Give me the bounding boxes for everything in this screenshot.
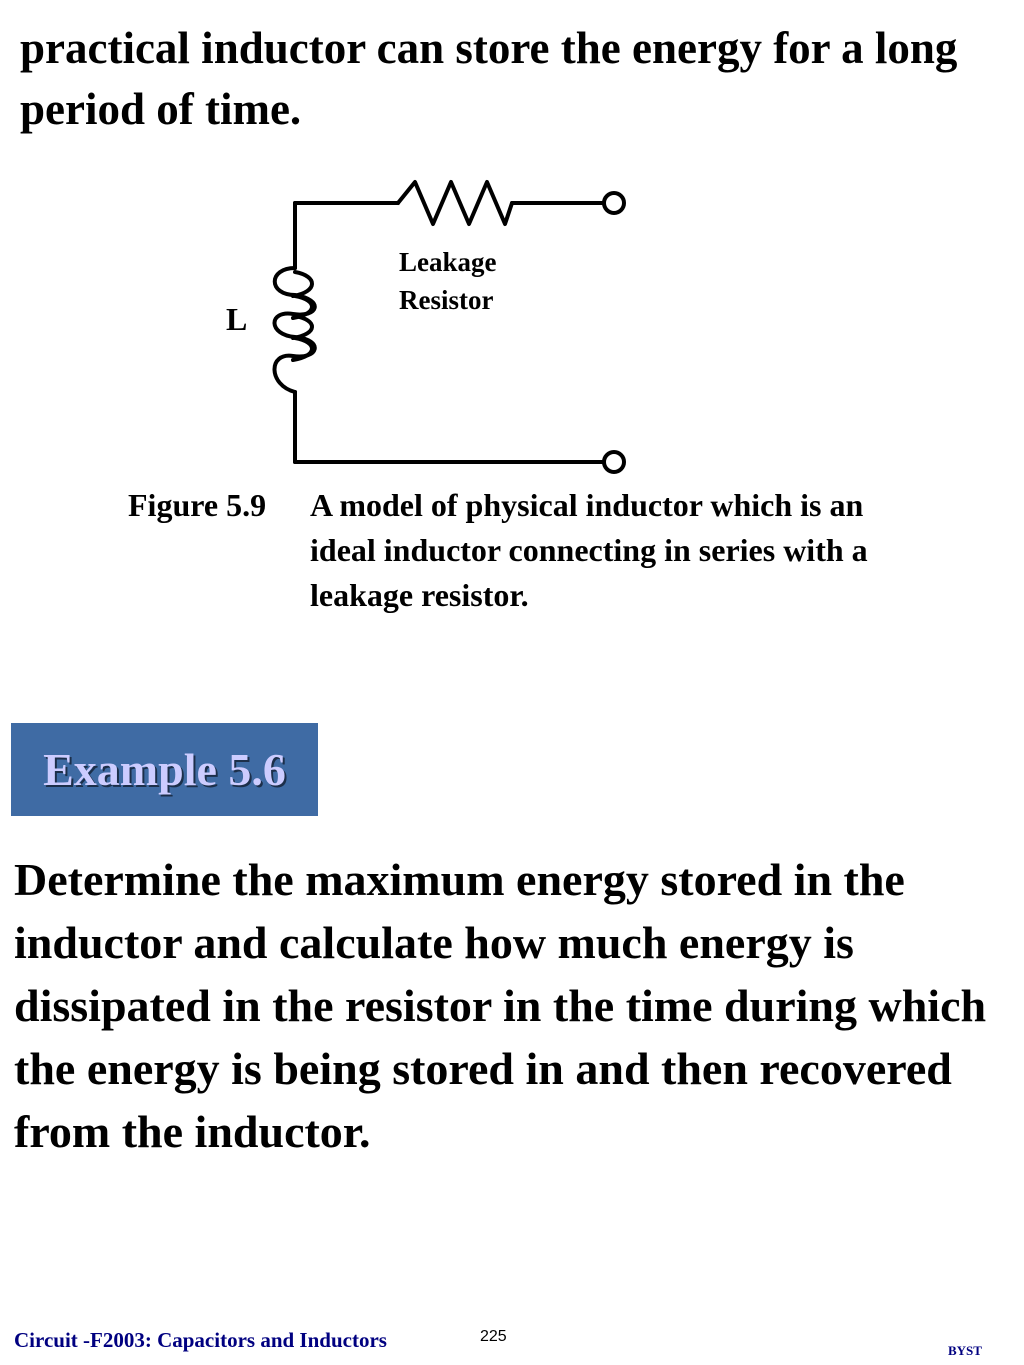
example-heading-box <box>11 723 318 816</box>
coil-turns <box>293 272 312 360</box>
top-terminal <box>604 193 624 213</box>
figure-number: Figure 5.9 <box>128 487 267 523</box>
footer-page-number: 225 <box>480 1328 507 1345</box>
footer-author: BYST <box>948 1343 982 1358</box>
example-title: Example 5.6 <box>43 744 286 795</box>
resistor-label-line2: Resistor <box>399 285 494 315</box>
inductor-label: L <box>226 301 248 337</box>
inductor-circuit-diagram <box>200 160 660 490</box>
resistor-label-line1: Leakage <box>399 247 497 277</box>
example-problem-text: Determine the maximum energy stored in the inductor and calculate how much energy is dissipated in the resistor in the time during which the energy is being stored in and then recovered from the inductor. <box>14 854 987 1157</box>
intro-paragraph: practical inductor can store the energy for a long period of time. <box>20 23 958 134</box>
leakage-resistor <box>398 182 512 224</box>
footer-course-title: Circuit -F2003: Capacitors and Inductors <box>14 1328 387 1352</box>
resistor-label <box>399 243 579 319</box>
bottom-terminal <box>604 452 624 472</box>
figure-caption: A model of physical inductor which is an ideal inductor connecting in series with a leakage resistor. <box>310 487 868 613</box>
